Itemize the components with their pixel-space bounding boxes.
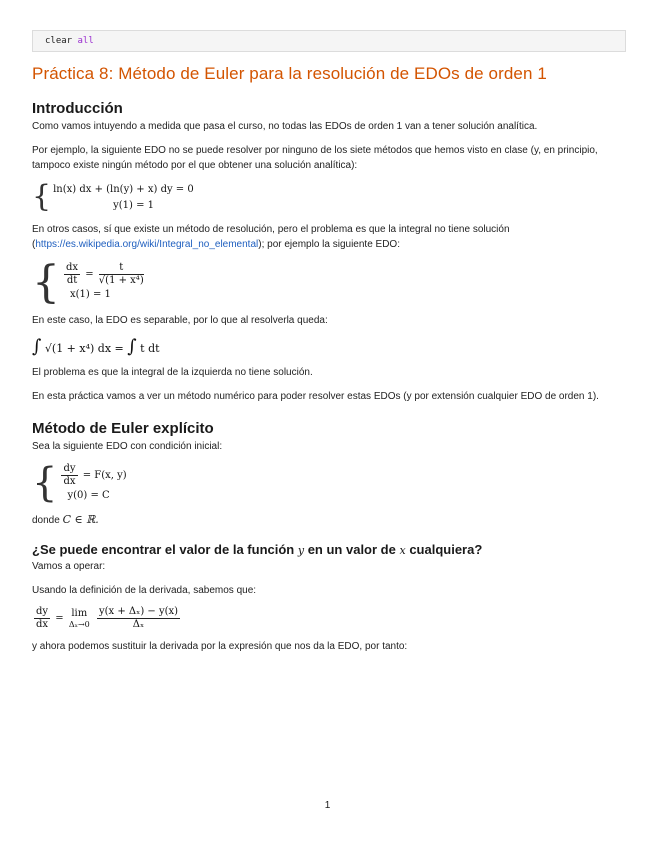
intro-paragraph-1: Como vamos intuyendo a medida que pasa el curso, no todas las EDOs de orden 1 van a tener solución analítica.: [32, 121, 538, 132]
eq3-line2: y(0) = C: [67, 489, 110, 501]
p3-text-before: En otros casos, sí que existe un método de resolución, pero el problema es que la integral no tiene solución (: [32, 223, 510, 250]
question-mid: en un valor de: [307, 542, 396, 557]
p3-text-after: ); por ejemplo la siguiente EDO:: [258, 239, 400, 250]
code-cell[interactable]: [32, 30, 626, 52]
intro-paragraph-6: En esta práctica vamos a ver un método numérico para poder resolver estas EDOs (y por extensión cualquier EDO de orden 1).: [32, 390, 599, 402]
question-paragraph-3: y ahora podemos sustituir la derivada por la expresión que nos da la EDO, por tanto:: [32, 641, 408, 652]
eq1-line2: y(1) = 1: [113, 199, 155, 211]
intro-paragraph-4: En este caso, la EDO es separable, por lo que al resolverla queda:: [32, 314, 328, 326]
equation-system-2: [32, 256, 626, 308]
derivative-definition: $\frac{dy}{dx}$ = lim Δₓ→0 $\frac{\text{y(x + Δₓ) − y(x)}}{\text{Δₓ}}$: [36, 606, 179, 630]
intro-heading: Introducción: [32, 100, 123, 117]
intro-paragraph-5: El problema es que la integral de la izquierda no tiene solución.: [32, 367, 313, 378]
code-argument: all: [77, 36, 94, 46]
integral-equation: ∫ √(1 + x⁴) dx = ∫ t dt: [32, 336, 160, 357]
brace: {: [32, 459, 58, 506]
brace: {: [32, 178, 52, 214]
question-var-y: y: [297, 544, 305, 557]
question-paragraph-2: Usando la definición de la derivada, sabemos que:: [32, 584, 257, 596]
code-command: clear: [45, 36, 73, 46]
document-page: [32, 30, 626, 663]
question-var-x: x: [399, 544, 406, 557]
page-number: 1: [324, 800, 331, 811]
intro-paragraph-3: [32, 222, 626, 253]
brace: {: [32, 256, 60, 308]
wiki-link[interactable]: https://es.wikipedia.org/wiki/Integral_no_elemental: [35, 239, 259, 250]
question-heading: [32, 542, 626, 557]
eq1-line1: ln(x) dx + (ln(y) + x) dy = 0: [53, 183, 194, 195]
eq2-line2: x(1) = 1: [70, 289, 111, 300]
question-post: cualquiera?: [409, 542, 483, 557]
equation-system-1: [32, 178, 626, 214]
question-pre: ¿Se puede encontrar el valor de la función: [32, 542, 295, 557]
euler-heading: Método de Euler explícito: [32, 420, 214, 437]
equation-system-3: [32, 459, 626, 506]
eq2-line1: $\frac{dx}{dt}$ = $\frac{t}{\text{√(1 + x⁴)}}$: [66, 262, 144, 286]
donde-math: C ∈ ℝ.: [62, 512, 99, 526]
intro-paragraph-2: Por ejemplo, la siguiente EDO no se puede resolver por ninguno de los siete métodos que hemos visto en clase (y, en principio, tampoco existe ningún método por el que obtener una solución analítica):: [32, 144, 598, 171]
euler-paragraph-1: Sea la siguiente EDO con condición inicial:: [32, 441, 223, 452]
page-title: Práctica 8: Método de Euler para la resolución de EDOs de orden 1: [32, 64, 547, 83]
donde-text: donde: [32, 514, 60, 526]
donde-line: [32, 512, 626, 529]
question-paragraph-1: Vamos a operar:: [32, 561, 106, 572]
eq3-line1: $\frac{dy}{dx}$ = F(x, y): [63, 462, 127, 487]
